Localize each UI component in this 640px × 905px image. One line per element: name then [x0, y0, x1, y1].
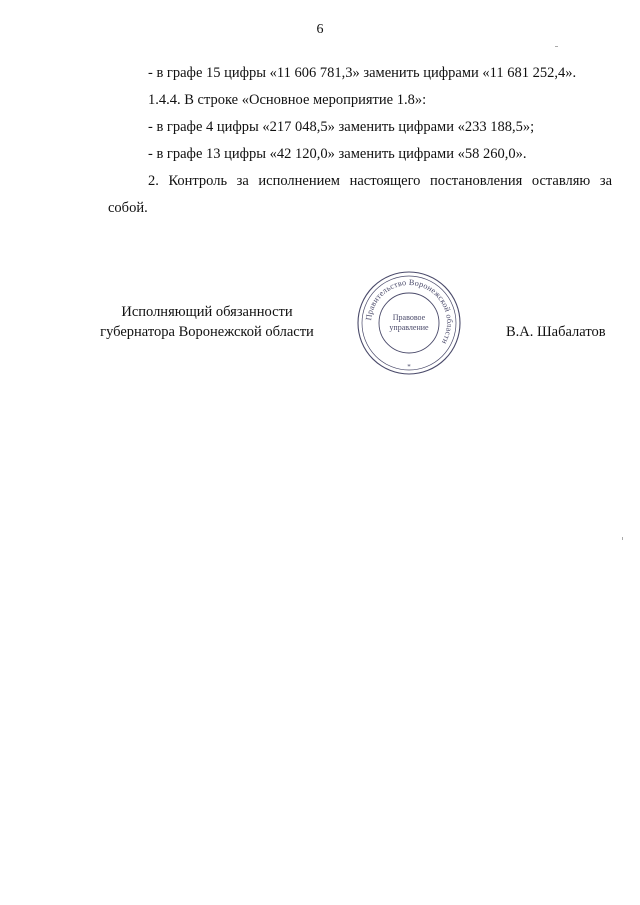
signatory-title-line-1: Исполняющий обязанности [121, 304, 293, 320]
scan-dust-mark [622, 537, 623, 540]
signatory-name: В.А. Шабалатов [506, 324, 606, 340]
page-number: 6 [316, 22, 324, 37]
signatory-title [88, 302, 326, 342]
signatory-title-line-2: губернатора Воронежской области [100, 324, 314, 340]
stamp-outer-text: Правительство Воронежской области [364, 277, 455, 346]
stamp-inner-line-2: управление [389, 323, 429, 332]
stamp-inner-line-1: Правовое [392, 313, 426, 322]
paragraph-control: 2. Контроль за исполнением настоящего постановления оставляю за собой. [108, 173, 612, 216]
stamp-star-icon: * [407, 363, 411, 371]
official-seal-stamp [354, 268, 464, 378]
document-body [108, 60, 612, 222]
signature-block [0, 302, 640, 382]
scan-dust-mark [555, 46, 558, 47]
paragraph-section-1-4-4: 1.4.4. В строке «Основное мероприятие 1.8»: [148, 92, 427, 108]
paragraph-graph-15: - в графе 15 цифры «11 606 781,3» заменить цифрами «11 681 252,4». [148, 65, 577, 81]
paragraph-graph-13: - в графе 13 цифры «42 120,0» заменить цифрами «58 260,0». [148, 146, 527, 162]
paragraph-graph-4: - в графе 4 цифры «217 048,5» заменить цифрами «233 188,5»; [148, 119, 535, 135]
